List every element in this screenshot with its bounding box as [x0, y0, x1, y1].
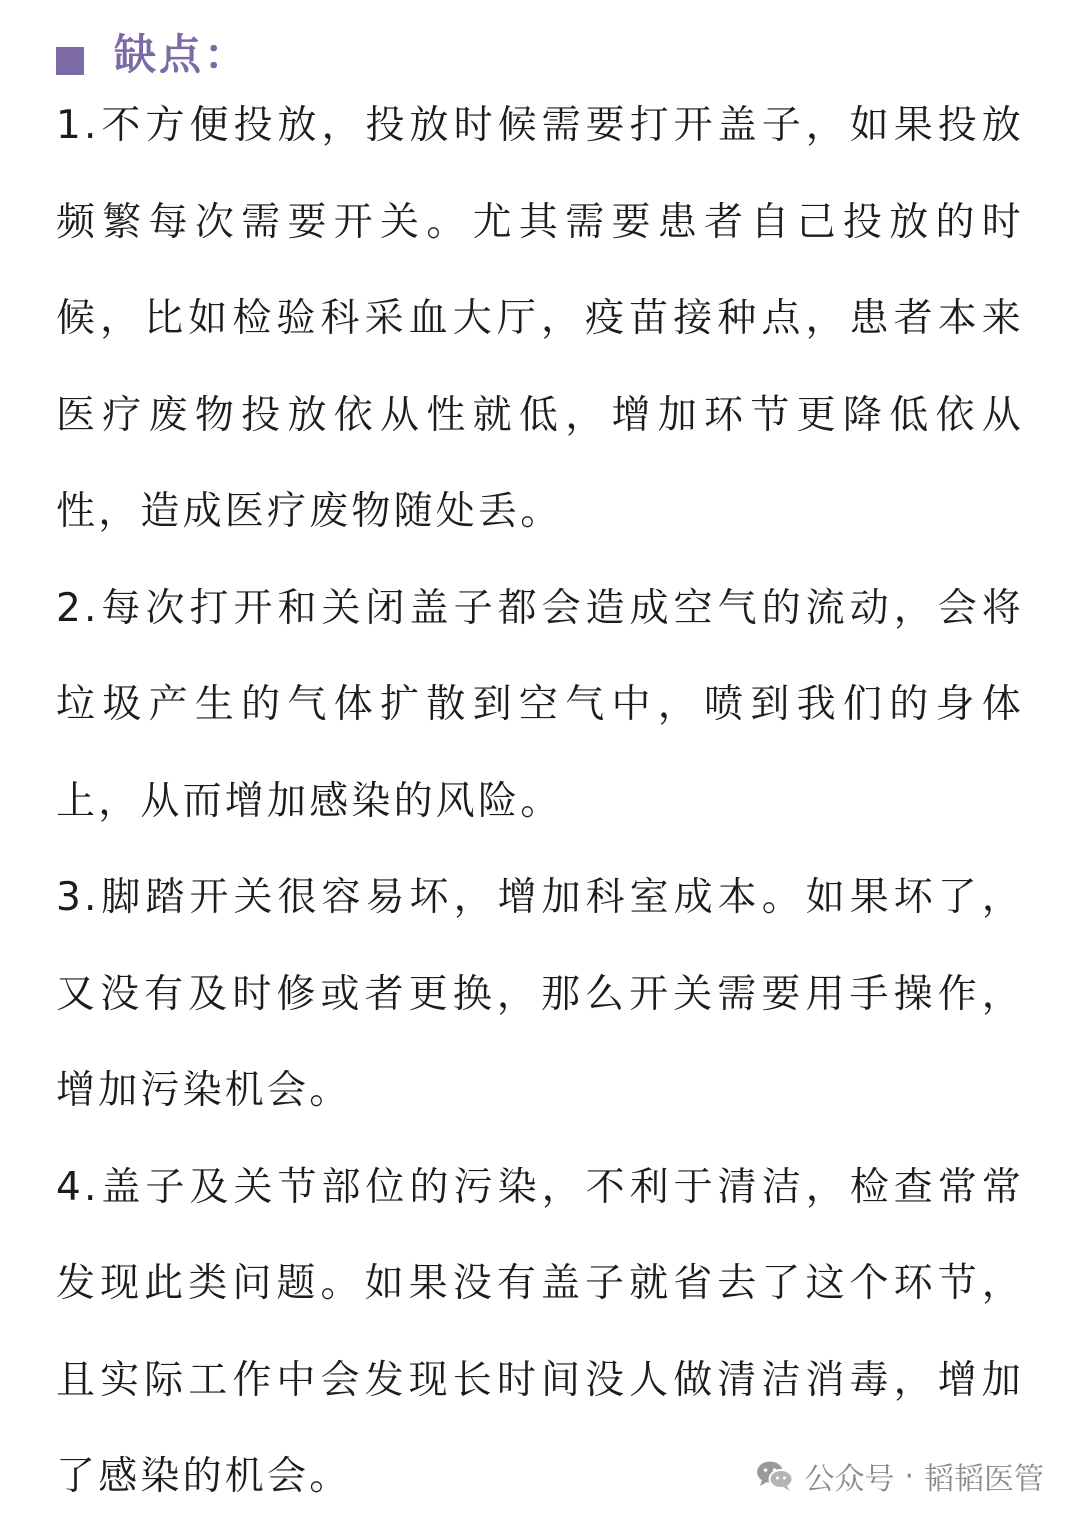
square-bullet-icon	[56, 47, 84, 75]
paragraph-4: 4.盖子及关节部位的污染，不利于清洁，检查常常发现此类问题。如果没有盖子就省去了这个环节，且实际工作中会发现长时间没人做清洁消毒，增加了感染的机会。	[56, 1164, 1024, 1499]
article-body	[56, 78, 1024, 1526]
paragraph-3: 3.脚踏开关很容易坏，增加科室成本。如果坏了，又没有及时修或者更换，那么开关需要用手操作，增加污染机会。	[56, 875, 1024, 1113]
section-heading	[56, 22, 249, 82]
paragraph-2: 2.每次打开和关闭盖子都会造成空气的流动，会将垃圾产生的气体扩散到空气中，喷到我们的身体上，从而增加感染的风险。	[56, 585, 1024, 824]
watermark-account: 韬韬医管	[924, 1462, 1044, 1497]
watermark-separator: ·	[904, 1458, 914, 1494]
watermark	[756, 1454, 1044, 1498]
paragraph-1: 1.不方便投放，投放时候需要打开盖子，如果投放频繁每次需要开关。尤其需要患者自己投放的时候，比如检验科采血大厅，疫苗接种点，患者本来医疗废物投放依从性就低，增加环节更降低依从性，造成医疗废物随处丢。	[56, 103, 1024, 534]
watermark-source: 公众号	[804, 1462, 895, 1497]
heading-title: 缺点：	[114, 30, 250, 79]
wechat-icon	[756, 1460, 794, 1492]
